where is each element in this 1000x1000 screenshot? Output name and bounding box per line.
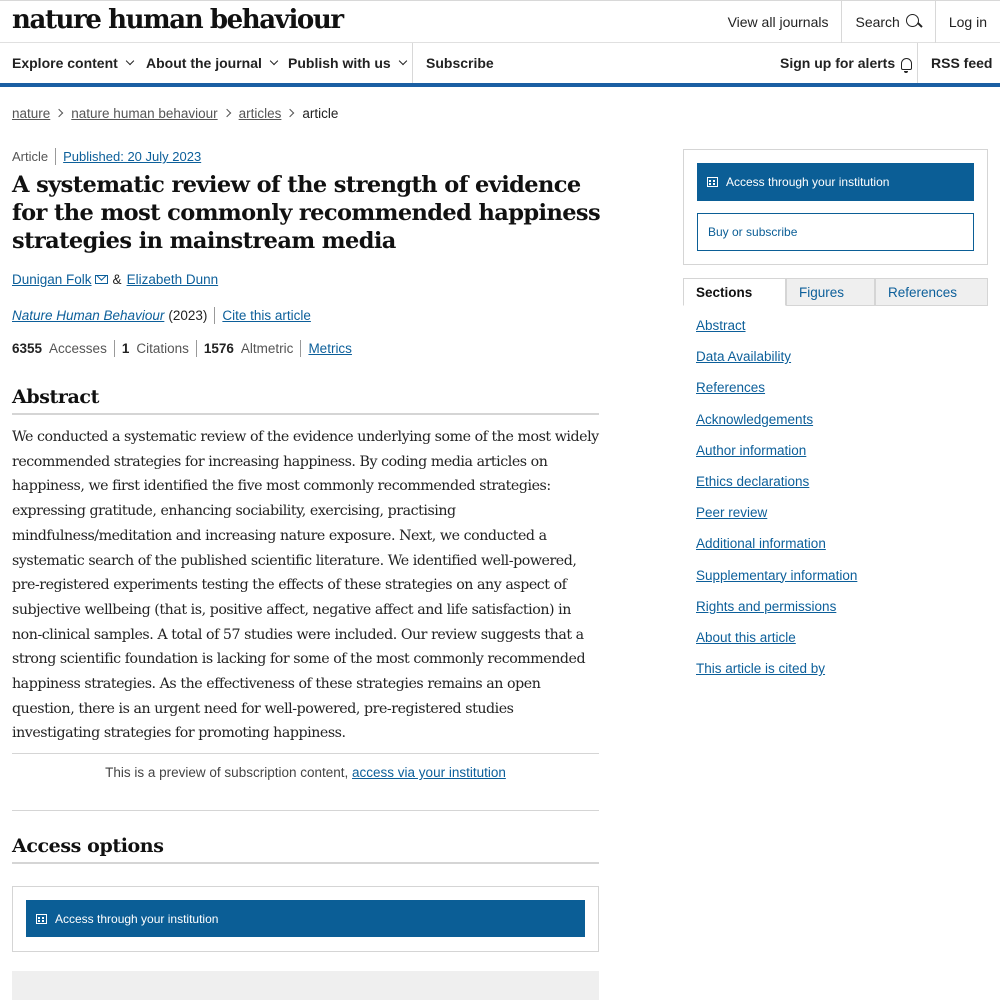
search-label: Search bbox=[855, 14, 900, 30]
log-in-link[interactable]: Log in bbox=[935, 1, 1000, 43]
section-link-references[interactable]: References bbox=[696, 380, 766, 396]
chevron-down-icon bbox=[270, 57, 278, 65]
article-meta bbox=[12, 148, 201, 165]
section-link-cited-by[interactable]: This article is cited by bbox=[696, 661, 826, 677]
section-link-data-availability[interactable]: Data Availability bbox=[696, 349, 792, 365]
divider bbox=[114, 340, 115, 357]
nav-explore-label: Explore content bbox=[12, 55, 118, 71]
chevron-right-icon bbox=[222, 109, 230, 117]
tab-references[interactable]: References bbox=[875, 278, 988, 306]
divider bbox=[55, 148, 56, 165]
nav-publish-with-us[interactable] bbox=[288, 43, 406, 83]
section-link-peer-review[interactable]: Peer review bbox=[696, 505, 768, 521]
access-button-label: Access through your institution bbox=[55, 911, 219, 926]
sidebar-access-box bbox=[683, 149, 988, 265]
citations-count: 1 bbox=[121, 341, 130, 356]
journal-link[interactable]: Nature Human Behaviour bbox=[12, 308, 165, 323]
alerts-label: Sign up for alerts bbox=[780, 55, 896, 71]
access-options-heading: Access options bbox=[12, 835, 599, 864]
section-link-additional-information[interactable]: Additional information bbox=[696, 536, 826, 552]
section-link-author-information[interactable]: Author information bbox=[696, 442, 807, 458]
altmetric-count: 1576 bbox=[203, 341, 234, 356]
search-button[interactable] bbox=[841, 1, 934, 43]
main-nav bbox=[0, 43, 1000, 87]
top-bar bbox=[0, 0, 1000, 43]
abstract-text: We conducted a systematic review of the evidence underlying some of the most widely recommended strategies for increasing happiness. By coding media articles on happiness, we first identified the five most commonly recommended strategies: expressing gratitude, enhancing sociability, exercising, practising mindfulness/meditation and increasing nature exposure. Next, we conducted a systematic search of the published scientific literature. We identified well-powered, pre-registered experiments testing the effects of these strategies on any aspect of subjective wellbeing (that is, positive affect, negative affect and life satisfaction) in non-clinical samples. A total of 57 studies were included. Our review suggests that a strong scientific foundation is lacking for some of the most commonly recommended happiness strategies. As the effectiveness of these strategies remains an open question, there is an urgent need for well-powered, pre-registered studies investigating strategies for promoting happiness. bbox=[12, 429, 599, 742]
breadcrumb-articles[interactable]: articles bbox=[238, 105, 282, 121]
sidebar-access-institution-button[interactable] bbox=[697, 163, 974, 201]
search-icon bbox=[906, 14, 922, 30]
chevron-down-icon bbox=[126, 57, 134, 65]
article-type: Article bbox=[12, 149, 49, 164]
sidebar-access-label: Access through your institution bbox=[726, 175, 890, 189]
accesses-label: Accesses bbox=[49, 341, 107, 356]
chevron-right-icon bbox=[286, 109, 294, 117]
journal-logo[interactable]: nature human behaviour bbox=[12, 5, 343, 35]
section-link-supplementary-information[interactable]: Supplementary information bbox=[696, 567, 858, 583]
nav-publish-label: Publish with us bbox=[288, 55, 391, 71]
preview-text: This is a preview of subscription content, bbox=[105, 765, 349, 780]
access-options-box bbox=[12, 886, 599, 952]
section-link-rights-and-permissions[interactable]: Rights and permissions bbox=[696, 598, 837, 614]
breadcrumb-current: article bbox=[302, 105, 339, 121]
subscription-panel bbox=[12, 971, 599, 1000]
section-list bbox=[696, 318, 857, 692]
cite-this-article-link[interactable]: Cite this article bbox=[222, 308, 311, 323]
nav-divider bbox=[412, 43, 413, 83]
access-through-institution-button[interactable] bbox=[26, 900, 585, 937]
nav-explore-content[interactable] bbox=[12, 43, 133, 83]
bell-icon bbox=[901, 58, 912, 70]
mail-icon[interactable] bbox=[95, 275, 108, 284]
citations-label: Citations bbox=[136, 341, 189, 356]
publication-year: (2023) bbox=[168, 308, 208, 323]
tab-figures[interactable]: Figures bbox=[786, 278, 875, 306]
institution-icon bbox=[36, 914, 47, 924]
divider bbox=[214, 307, 215, 324]
breadcrumb bbox=[12, 104, 338, 122]
accesses-count: 6355 bbox=[12, 341, 43, 356]
nav-subscribe[interactable]: Subscribe bbox=[426, 55, 494, 71]
sidebar-tabs bbox=[683, 278, 988, 306]
preview-notice bbox=[12, 753, 599, 811]
nav-about-label: About the journal bbox=[146, 55, 262, 71]
altmetric-label: Altmetric bbox=[240, 341, 294, 356]
author-list bbox=[12, 272, 218, 287]
rss-feed-link[interactable]: RSS feed bbox=[931, 55, 993, 71]
author-separator: & bbox=[112, 272, 122, 287]
article-title: A systematic review of the strength of evidence for the most commonly recommended happiness strategies in mainstream media bbox=[12, 172, 601, 254]
breadcrumb-nature-human-behaviour[interactable]: nature human behaviour bbox=[71, 105, 218, 121]
section-link-about-this-article[interactable]: About this article bbox=[696, 629, 796, 645]
view-all-journals-link[interactable]: View all journals bbox=[727, 14, 829, 30]
author-link[interactable]: Elizabeth Dunn bbox=[126, 272, 219, 287]
institution-icon bbox=[707, 177, 718, 187]
chevron-right-icon bbox=[55, 109, 63, 117]
section-link-abstract[interactable]: Abstract bbox=[696, 318, 746, 333]
published-date[interactable]: Published: 20 July 2023 bbox=[63, 149, 202, 164]
tab-sections[interactable]: Sections bbox=[683, 278, 786, 306]
nav-divider bbox=[917, 43, 918, 83]
author-link[interactable]: Dunigan Folk bbox=[12, 272, 92, 287]
divider bbox=[196, 340, 197, 357]
section-link-ethics-declarations[interactable]: Ethics declarations bbox=[696, 473, 810, 489]
breadcrumb-nature[interactable]: nature bbox=[12, 105, 51, 121]
citation-line bbox=[12, 307, 311, 324]
metrics-link[interactable]: Metrics bbox=[308, 341, 352, 356]
sign-up-alerts-button[interactable] bbox=[780, 43, 912, 83]
buy-or-subscribe-button[interactable]: Buy or subscribe bbox=[697, 213, 974, 251]
top-links bbox=[715, 1, 1000, 43]
abstract-heading: Abstract bbox=[12, 386, 599, 415]
nav-about-journal[interactable] bbox=[146, 43, 277, 83]
divider bbox=[300, 340, 301, 357]
access-via-institution-link[interactable]: access via your institution bbox=[352, 765, 506, 780]
section-link-acknowledgements[interactable]: Acknowledgements bbox=[696, 411, 814, 427]
chevron-down-icon bbox=[398, 57, 406, 65]
article-metrics bbox=[12, 340, 352, 357]
